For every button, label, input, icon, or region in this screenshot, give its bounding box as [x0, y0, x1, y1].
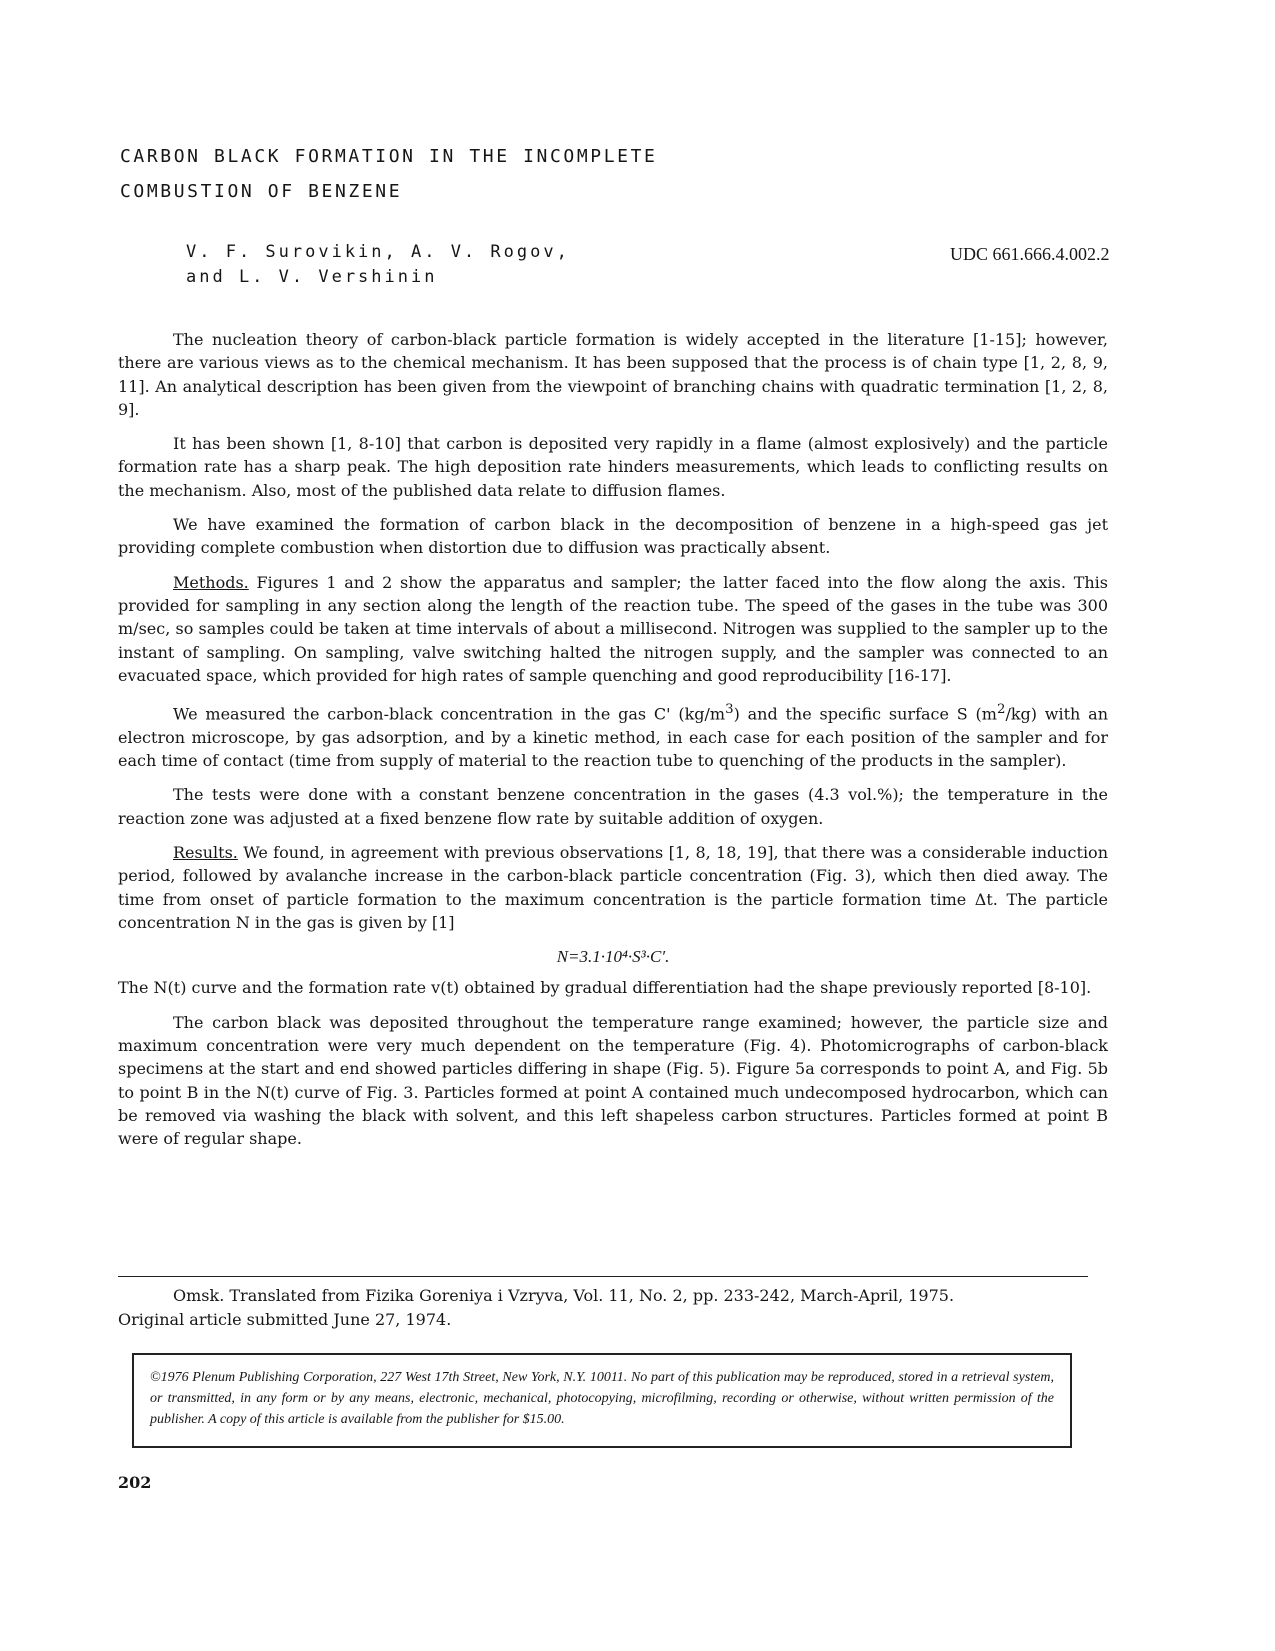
authors-line-2: and L. V. Vershinin: [186, 267, 438, 287]
measurements-text-c: /kg) with an electron microscope, by gas adsorption, and by a kinetic method, in each case for each position of the sampler and for each time of contact (time from supply of material to the reaction tube to quenching of the products in the sampler).: [118, 704, 1108, 771]
paragraph-deposition: It has been shown [1, 8-10] that carbon is deposited very rapidly in a flame (almost explosively) and the particle formation rate has a sharp peak. The high deposition rate hinders measurements, which leads to conflicting results on the mechanism. Also, most of the published data relate to diffusion flames.: [118, 434, 1108, 500]
footnote: [118, 1284, 1108, 1332]
paper-title-line-2: COMBUSTION OF BENZENE: [120, 181, 403, 202]
paragraph-methods: [118, 571, 1108, 687]
copyright-box: [132, 1353, 1072, 1448]
authors-line-1: V. F. Surovikin, A. V. Rogov,: [186, 242, 570, 262]
methods-heading: Methods.: [173, 572, 249, 592]
footnote-line-2: Original article submitted June 27, 1974.: [118, 1310, 452, 1329]
measurements-text-a: We measured the carbon-black concentration in the gas C' (kg/m: [173, 704, 726, 724]
paragraph-intro: The nucleation theory of carbon-black particle formation is widely accepted in the literature [1-15]; however, there are various views as to the chemical mechanism. It has been supposed that the process is of chain type [1, 2, 8, 9, 11]. An analytical description has been given from the viewpoint of branching chains with quadratic termination [1, 2, 8, 9].: [118, 330, 1108, 419]
methods-text: Figures 1 and 2 show the apparatus and sampler; the latter faced into the flow along the axis. This provided for sampling in any section along the length of the reaction tube. The speed of the gases in the tube was 300 m/sec, so samples could be taken at time intervals of about a millisecond. Nitrogen was supplied to the sampler up to the instant of sampling. On sampling, valve switching halted the nitrogen supply, and the sampler was connected to an evacuated space, which provided for high rates of sample quenching and good reproducibility [16-17].: [118, 572, 1108, 685]
paragraph-curve-shape: The N(t) curve and the formation rate v(t) obtained by gradual differentiation had the shape previously reported [8-10].: [118, 978, 1092, 998]
footnote-line-1: [118, 1284, 1108, 1308]
results-heading: Results.: [173, 842, 238, 862]
page-number: 202: [118, 1473, 152, 1492]
udc-code: UDC 661.666.4.002.2: [950, 244, 1110, 264]
measurements-text-b: ) and the specific surface S (m: [733, 704, 997, 724]
authors: [186, 240, 570, 290]
paragraph-temperature: The carbon black was deposited throughout the temperature range examined; however, the particle size and maximum concentration were very much dependent on the temperature (Fig. 4). Photomicrographs of carbon-black specimens at the start and end showed particles differing in shape (Fig. 5). Figure 5a corresponds to point A, and Fig. 5b to point B in the N(t) curve of Fig. 3. Particles formed at point A contained much undecomposed hydrocarbon, which can be removed via washing the black with solvent, and this left shapeless carbon structures. Particles formed at point B were of regular shape.: [118, 1012, 1108, 1149]
copyright-notice: ©1976 Plenum Publishing Corporation, 227 West 17th Street, New York, N.Y. 10011. No part of this publication may be reproduced, stored in a retrieval system, or transmitted, in any form or by any means, electronic, mechanical, photocopying, microfilming, recording or otherwise, without written permission of the publisher. A copy of this article is available from the publisher for $15.00.: [150, 1370, 1054, 1427]
footnote-text-1: Omsk. Translated from Fizika Goreniya i Vzryva, Vol. 11, No. 2, pp. 233-242, March-April, 1975.: [173, 1286, 955, 1305]
equation-particle-concentration: N=3.1·10⁴·S³·C′.: [556, 947, 670, 967]
superscript-2: 2: [996, 702, 1006, 718]
paragraph-measurements: [118, 698, 1108, 772]
footnote-divider: [118, 1276, 1088, 1277]
article-body: [118, 328, 1108, 1162]
paragraph-tests: The tests were done with a constant benzene concentration in the gases (4.3 vol.%); the temperature in the reaction zone was adjusted at a fixed benzene flow rate by suitable addition of oxygen.: [118, 785, 1108, 828]
superscript-3: 3: [725, 702, 734, 718]
results-text: We found, in agreement with previous observations [1, 8, 18, 19], that there was a considerable induction period, followed by avalanche increase in the carbon-black particle concentration (Fig. 3), which then died away. The time from onset of particle formation to the maximum concentration is the particle formation time Δt. The particle concentration N in the gas is given by [1]: [118, 842, 1108, 932]
paragraph-scope: We have examined the formation of carbon black in the decomposition of benzene in a high-speed gas jet providing complete combustion when distortion due to diffusion was practically absent.: [118, 515, 1108, 558]
paragraph-results: [118, 841, 1108, 934]
paper-title-line-1: CARBON BLACK FORMATION IN THE INCOMPLETE: [120, 146, 658, 167]
